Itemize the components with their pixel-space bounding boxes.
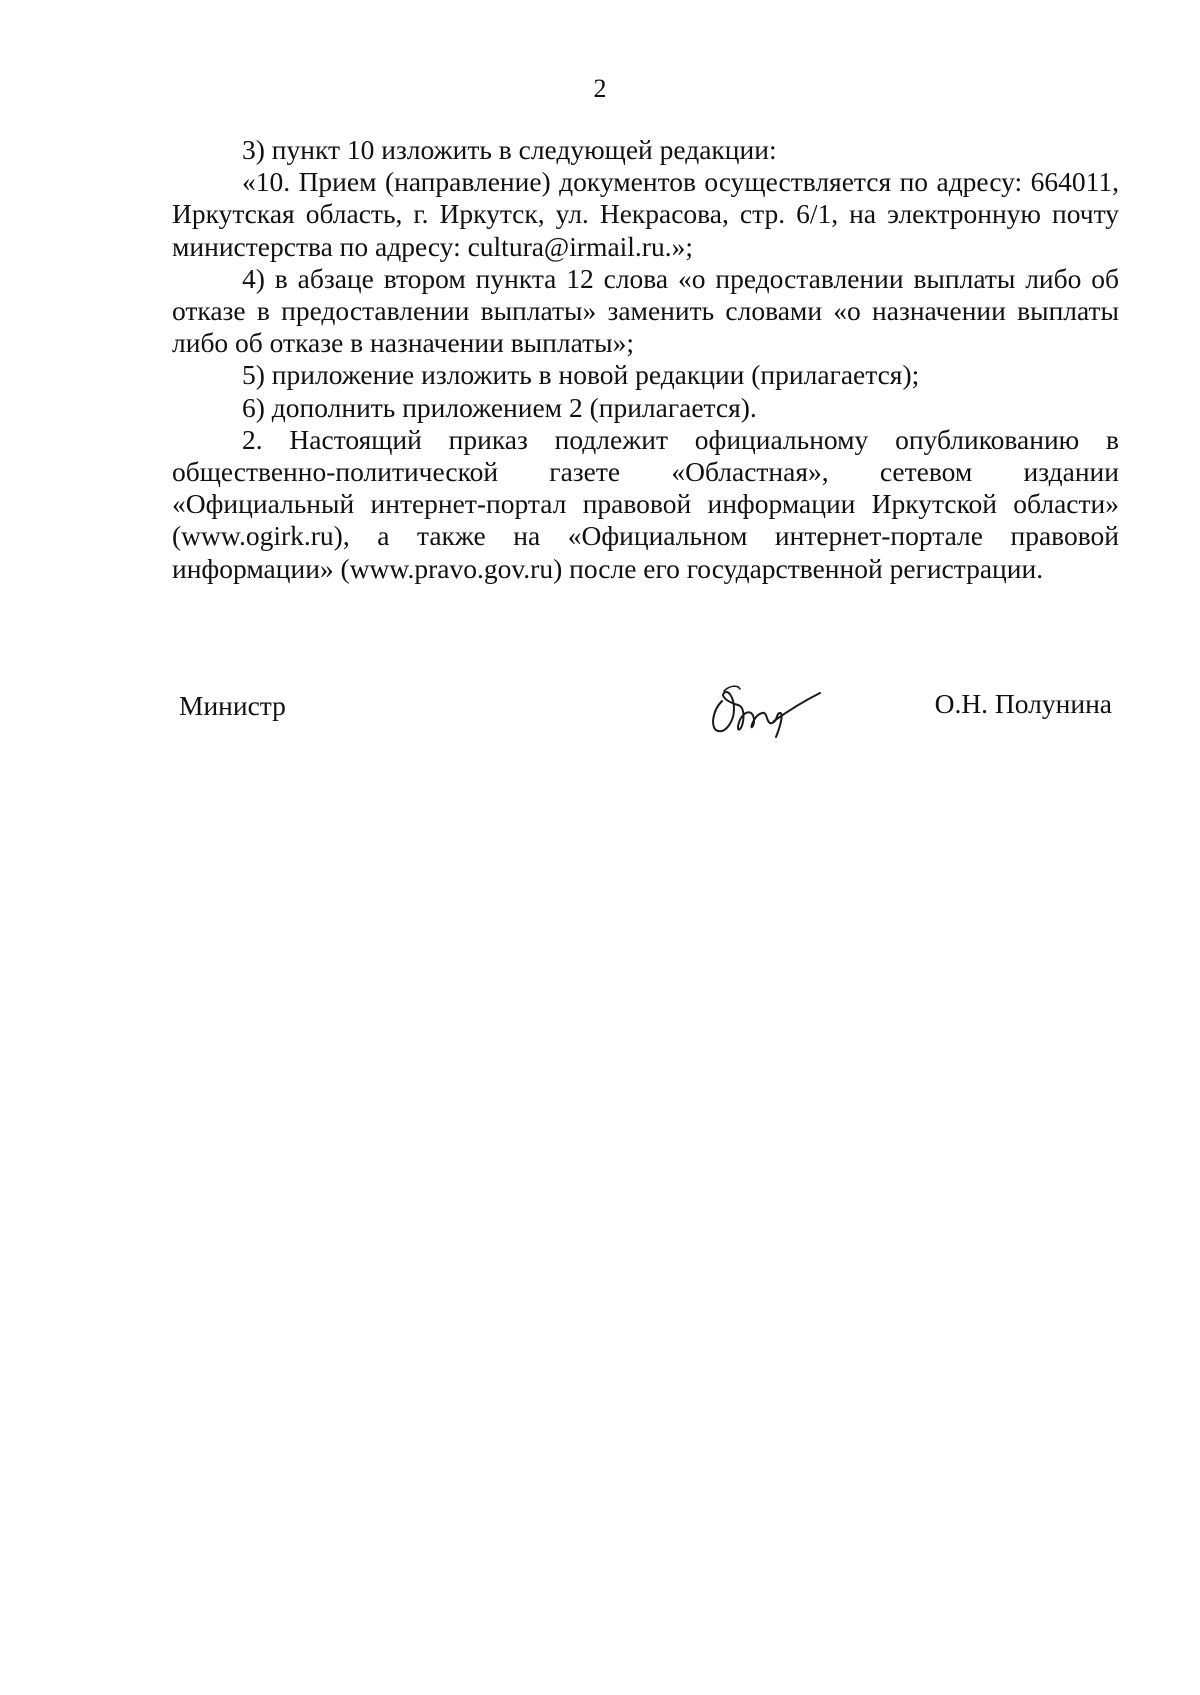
page-number: 2 <box>593 74 607 103</box>
paragraph-item-5: 5) приложение изложить в новой редакции (прилагается); <box>242 359 920 391</box>
paragraph-item-4: 4) в абзаце втором пункта 12 слова «о предоставлении выплаты либо об отказе в предоставлении выплаты» заменить словами «о назначении выплаты либо об отказе в назначении выплаты»; <box>172 262 1119 359</box>
signatory-title: Министр <box>179 690 286 721</box>
paragraph-item-6: 6) дополнить приложением 2 (прилагается). <box>242 391 757 423</box>
handwritten-signature-icon <box>704 667 824 739</box>
paragraph-item-10-text: «10. Прием (направление) документов осуществляется по адресу: 664011, Иркутская область, г. Иркутск, ул. Некрасова, стр. 6/1, на электронную почту министерства по адресу: cultura@irmail.ru.»; <box>172 166 1119 262</box>
paragraph-item-3: 3) пункт 10 изложить в следующей редакции: <box>242 134 777 165</box>
paragraph-publication: 2. Настоящий приказ подлежит официальному опубликованию в общественно-политической газете «Областная», сетевом издании «Официальный интернет-портал правовой информации Иркутской области» (www.ogirk.ru), а также на «Официальном интернет-портале правовой информации» (www.pravo.gov.ru) после его государственной регистрации. <box>172 423 1119 584</box>
signatory-name: О.Н. Полунина <box>934 688 1112 719</box>
document-body <box>172 134 1119 585</box>
